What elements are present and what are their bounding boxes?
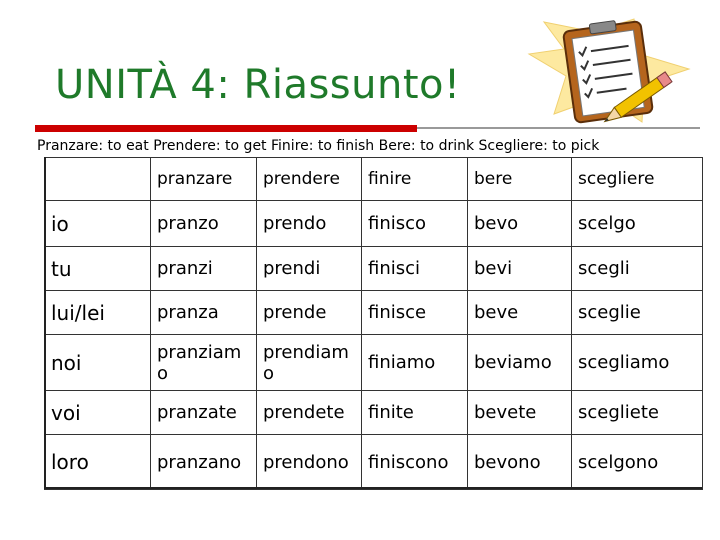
table-cell: finiscono xyxy=(362,435,468,490)
table-cell: bevete xyxy=(468,391,572,435)
table-cell: bevi xyxy=(468,247,572,291)
table-cell: bevono xyxy=(468,435,572,490)
header-cell: bere xyxy=(468,158,572,201)
table-cell: finisce xyxy=(362,291,468,335)
table-cell: pranzo xyxy=(151,201,257,247)
table-cell: scelgono xyxy=(572,435,703,490)
header-cell: prendere xyxy=(257,158,362,201)
header-cell: scegliere xyxy=(572,158,703,201)
pronoun-cell: voi xyxy=(45,391,151,435)
clipboard-pencil-icon xyxy=(524,14,694,124)
accent-rule-gray xyxy=(417,127,700,129)
slide-subtitle: Pranzare: to eat Prendere: to get Finire: to finish Bere: to drink Scegliere: to pick xyxy=(37,138,600,154)
table-cell: beve xyxy=(468,291,572,335)
table-cell: scelgo xyxy=(572,201,703,247)
conjugation-table xyxy=(44,157,703,490)
table-cell: prendono xyxy=(257,435,362,490)
table-cell: pranziam o xyxy=(151,335,257,391)
table-cell: finite xyxy=(362,391,468,435)
pronoun-cell: io xyxy=(45,201,151,247)
table-cell: sceglie xyxy=(572,291,703,335)
table-cell: pranzi xyxy=(151,247,257,291)
pronoun-cell: loro xyxy=(45,435,151,490)
table-bottom-border xyxy=(44,487,702,489)
table-left-border xyxy=(44,157,46,489)
table-cell: pranzano xyxy=(151,435,257,490)
pronoun-cell: noi xyxy=(45,335,151,391)
table-cell: pranzate xyxy=(151,391,257,435)
table-cell: bevo xyxy=(468,201,572,247)
table-row xyxy=(45,291,703,335)
table-cell: beviamo xyxy=(468,335,572,391)
table-row xyxy=(45,435,703,490)
slide-title: UNITÀ 4: Riassunto! xyxy=(55,62,461,108)
table-cell: scegliete xyxy=(572,391,703,435)
table-cell: prendi xyxy=(257,247,362,291)
table-cell: finiamo xyxy=(362,335,468,391)
table-cell: prendiam o xyxy=(257,335,362,391)
pronoun-cell: lui/lei xyxy=(45,291,151,335)
table-row xyxy=(45,247,703,291)
table-cell: pranza xyxy=(151,291,257,335)
table-row xyxy=(45,201,703,247)
table-cell: prendo xyxy=(257,201,362,247)
table-row xyxy=(45,335,703,391)
table-cell: scegli xyxy=(572,247,703,291)
table-cell: scegliamo xyxy=(572,335,703,391)
accent-rule-red xyxy=(35,125,417,132)
table-cell: finisco xyxy=(362,201,468,247)
table-cell: prende xyxy=(257,291,362,335)
table-cell: finisci xyxy=(362,247,468,291)
pronoun-cell: tu xyxy=(45,247,151,291)
header-cell: pranzare xyxy=(151,158,257,201)
table-cell: prendete xyxy=(257,391,362,435)
header-cell: finire xyxy=(362,158,468,201)
header-cell xyxy=(45,158,151,201)
table-row xyxy=(45,391,703,435)
table-header-row xyxy=(45,158,703,201)
